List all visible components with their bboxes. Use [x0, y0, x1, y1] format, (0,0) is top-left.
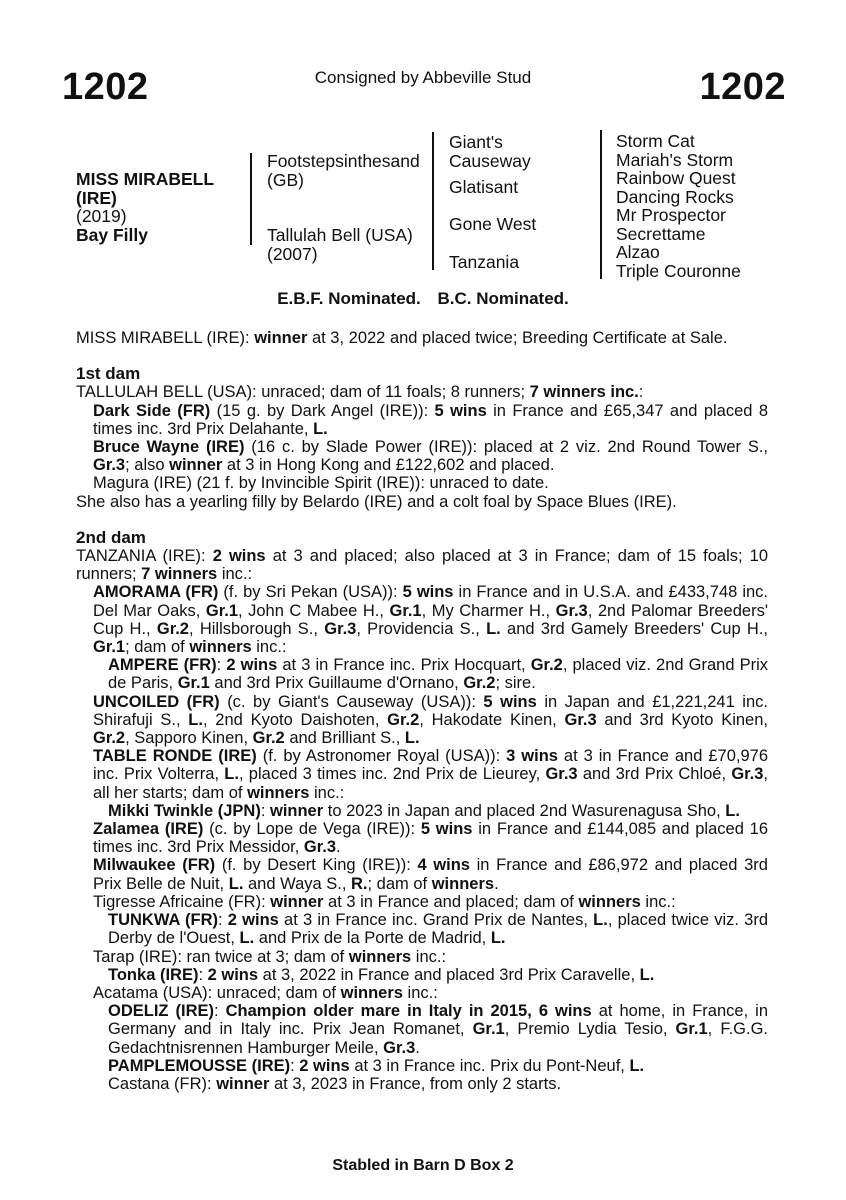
- entry-odeliz: ODELIZ (IRE): Champion older mare in Italy in 2015, 6 wins at home, in France, in Germany and in Italy inc. Prix Jean Romanet, Gr.1, Premio Lydia Tesio, Gr.1, F.G.G. Gedachtnisrennen Hamburger Meile, Gr.3.: [108, 1002, 769, 1057]
- nominations: [0, 289, 846, 309]
- ggp-4: Dancing Rocks: [616, 186, 734, 207]
- pedigree-bracket: [250, 153, 252, 245]
- granddam-2: Tanzania: [449, 252, 520, 272]
- horse-name-block: [76, 170, 214, 244]
- pedigree-bracket: [600, 130, 602, 279]
- horse-name-line2: (IRE): [76, 187, 117, 208]
- also-has: She also has a yearling filly by Belardo (IRE) and a colt foal by Space Blues (IRE).: [76, 492, 677, 511]
- horse-year: (2019): [76, 206, 127, 226]
- entry-tigresse-africaine: Tigresse Africaine (FR): winner at 3 in France and placed; dam of winners inc.:: [93, 892, 676, 911]
- entry-ampere: AMPERE (FR): 2 wins at 3 in France inc. Prix Hocquart, Gr.2, placed viz. 2nd Grand Prix de Paris, Gr.1 and 3rd Prix Guillaume d'Ornano, Gr.2; sire.: [108, 656, 769, 693]
- sire-line2: (GB): [267, 169, 304, 190]
- sire-line1: Footstepsinthesand: [267, 151, 420, 171]
- entry-tunkwa: TUNKWA (FR): 2 wins at 3 in France inc. Grand Prix de Nantes, L., placed twice viz. 3rd Derby de l'Ouest, L. and Prix de la Porte de Madrid, L.: [108, 911, 769, 948]
- lot-number-right: 1202: [699, 66, 786, 108]
- first-dam-line: TALLULAH BELL (USA): unraced; dam of 11 foals; 8 runners; 7 winners inc.:: [76, 383, 644, 402]
- entry-table-ronde: TABLE RONDE (IRE) (f. by Astronomer Royal (USA)): 3 wins at 3 in France and £70,976 inc. Prix Volterra, L., placed 3 times inc. 2nd Prix de Lieurey, Gr.3 and 3rd Prix Chloé, Gr.3, all her starts; dam of winners inc.:: [93, 747, 769, 802]
- stabling-footer: Stabled in Barn D Box 2: [332, 1157, 514, 1174]
- grandsire-2: Gone West: [449, 214, 537, 234]
- produce-magura: Magura (IRE) (21 f. by Invincible Spirit (IRE)): unraced to date.: [93, 474, 549, 493]
- grandsire-1-line2: Causeway: [449, 150, 531, 171]
- pedigree-bracket: [432, 132, 434, 270]
- produce-dark-side: Dark Side (FR) (15 g. by Dark Angel (IRE)): 5 wins in France and £65,347 and placed 8 times inc. 3rd Prix Delahante, L.: [93, 401, 768, 438]
- ggp-5: Mr Prospector: [616, 205, 726, 225]
- second-dam-line: TANZANIA (IRE): 2 wins at 3 and placed; also placed at 3 in France; dam of 15 foals; 10 runners; 7 winners inc.:: [76, 547, 769, 584]
- horse-description: Bay Filly: [76, 224, 148, 245]
- entry-pamplemousse: PAMPLEMOUSSE (IRE): 2 wins at 3 in France inc. Prix du Pont-Neuf, L.: [108, 1056, 645, 1075]
- entry-uncoiled: UNCOILED (FR) (c. by Giant's Causeway (USA)): 5 wins in Japan and £1,221,241 inc. Shirafuji S., L., 2nd Kyoto Daishoten, Gr.2, Hakodate Kinen, Gr.3 and 3rd Kyoto Kinen, Gr.2, Sapporo Kinen, Gr.2 and Brilliant S., L.: [93, 692, 768, 748]
- great-grandparents: [616, 132, 741, 280]
- first-dam-heading: 1st dam: [76, 364, 141, 384]
- entry-milwaukee: Milwaukee (FR) (f. by Desert King (IRE)): 4 wins in France and £86,972 and placed 3rd Prix Belle de Nuit, L. and Waya S., R.; dam of winners.: [93, 856, 768, 893]
- dam: [267, 226, 413, 263]
- second-dam-heading: 2nd dam: [76, 527, 146, 547]
- horse-name-line1: MISS MIRABELL: [76, 169, 215, 189]
- ggp-7: Alzao: [616, 242, 660, 262]
- produce-bruce-wayne: Bruce Wayne (IRE) (16 c. by Slade Power (IRE)): placed at 2 viz. 2nd Round Tower S., Gr.3; also winner at 3 in Hong Kong and £122,602 and placed.: [93, 438, 768, 475]
- ggp-3: Rainbow Quest: [616, 168, 736, 188]
- entry-mikki-twinkle: Mikki Twinkle (JPN): winner to 2023 in Japan and placed 2nd Wasurenagusa Sho, L.: [108, 801, 740, 820]
- ggp-2: Mariah's Storm: [616, 149, 734, 170]
- catalogue-body: [76, 329, 768, 1093]
- entry-acatama: Acatama (USA): unraced; dam of winners inc.:: [93, 983, 438, 1002]
- dam-line1: Tallulah Bell (USA): [267, 225, 413, 245]
- ebf-nomination: E.B.F. Nominated.: [277, 289, 421, 308]
- entry-tarap: Tarap (IRE): ran twice at 3; dam of winners inc.:: [93, 947, 447, 966]
- intro-paragraph: MISS MIRABELL (IRE): winner at 3, 2022 and placed twice; Breeding Certificate at Sale.: [76, 329, 728, 347]
- grandsire-1: [449, 133, 531, 170]
- granddam-1: Glatisant: [449, 177, 519, 197]
- entry-tonka: Tonka (IRE): 2 wins at 3, 2022 in France and placed 3rd Prix Caravelle, L.: [108, 965, 655, 984]
- entry-castana: Castana (FR): winner at 3, 2023 in France, from only 2 starts.: [108, 1074, 562, 1093]
- ggp-8: Triple Couronne: [616, 260, 741, 281]
- dam-line2: (2007): [267, 243, 318, 264]
- sire: [267, 152, 420, 189]
- lot-number-left: 1202: [62, 66, 149, 108]
- bc-nomination: B.C. Nominated.: [437, 289, 569, 308]
- grandsire-1-line1: Giant's: [449, 132, 503, 152]
- ggp-6: Secrettame: [616, 223, 706, 244]
- consignor: Consigned by Abbeville Stud: [314, 68, 532, 87]
- entry-zalamea: Zalamea (IRE) (c. by Lope de Vega (IRE)): 5 wins in France and £144,085 and placed 16 times inc. 3rd Prix Messidor, Gr.3.: [93, 820, 769, 857]
- entry-amorama: AMORAMA (FR) (f. by Sri Pekan (USA)): 5 wins in France and in U.S.A. and £433,748 inc. Del Mar Oaks, Gr.1, John C Mabee H., Gr.1, My Charmer H., Gr.3, 2nd Palomar Breeders' Cup H., Gr.2, Hillsborough S., Gr.3, Providencia S., L. and 3rd Gamely Breeders' Cup H., Gr.1; dam of winners inc.:: [93, 583, 769, 657]
- ggp-1: Storm Cat: [616, 131, 695, 151]
